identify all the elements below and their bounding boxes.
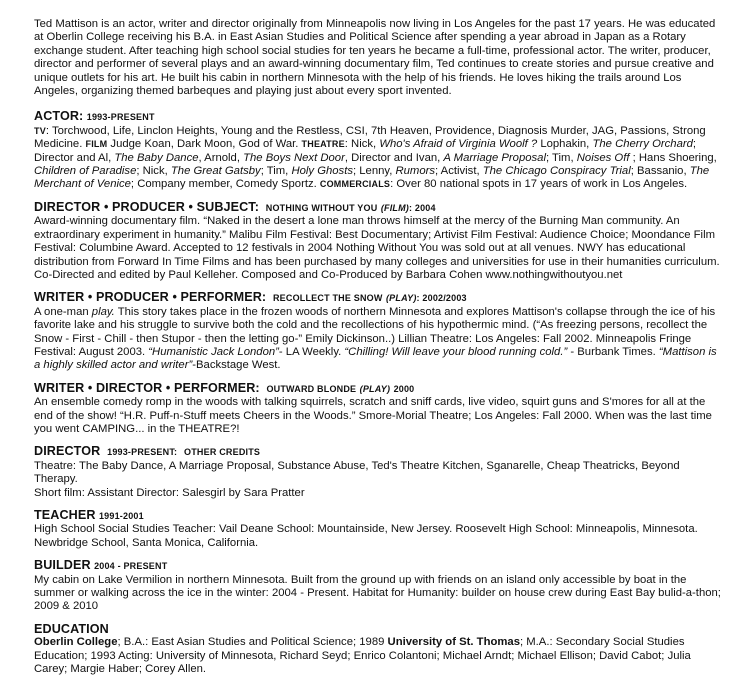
wdp-body: An ensemble comedy romp in the woods with talking squirrels, scratch and sniff cards, live video, squirt guns and S'mores for all at the end of the show! “H.R. Puff-n-Stuff meets Cheers in the Woods.” Smore-Morial Theatre; Los Angeles: Fall 2000. When was the last time you went CAMPING... in the THEATRE?!: [34, 396, 712, 435]
dps-heading: DIRECTOR • PRODUCER • SUBJECT: NOTHING WITHOUT YOU (FILM): 2004: [34, 199, 436, 214]
intro-paragraph: Ted Mattison is an actor, writer and director originally from Minneapolis now living in Los Angeles for the past 17 years. He was educated at Oberlin College receiving his B.A. in East Asian Studies and Political Science after spending a year abroad in Japan as a Rotary exchange student. After teaching high school social studies for ten years he became a full-time, professional actor. The writer, producer, director and performer of several plays and an award-winning documentary film, Ted continues to create stories and pursue creative and unique outlets for his art. He built his cabin in northern Minnesota with the help of his friends. He loves hiking the trails around Los Angeles, organizing themed barbeques and playing just about every sport invented.: [34, 18, 716, 98]
education-section: [34, 623, 722, 677]
dps-body: Award-winning documentary film. “Naked in the desert a lone man throws himself at the mercy of the Burning Man community. An extraordinary experiment in humanity.” Malibu Film Festival: Best Documentary; Artivist Film Festival: Audience Choice; Moondance Film Festival: Columbine Award. Accepted to 12 festivals in 2004 Nothing Without You was sold out at all venues. NWY has educational distribution from Forward In Time Films and has been purchased by many colleges and universities for use in their humanities curriculum. Co-Directed and edited by Paul Kelleher. Composed and Co-Produced by Barbara Cohen www.nothingwithoutyou.net: [34, 215, 720, 281]
director-theatre-line: Theatre: The Baby Dance, A Marriage Proposal, Substance Abuse, Ted's Theatre Kitchen, Sganarelle, Cheap Theatricks, Beyond Therapy.: [34, 459, 680, 486]
teacher-body: High School Social Studies Teacher: Vail Deane School: Mountainside, New Jersey. Roosevelt High School: Minneapolis, Minnesota. Newbridge School, Santa Monica, California.: [34, 523, 698, 549]
teacher-section: [34, 509, 722, 550]
actor-heading: ACTOR: 1993-PRESENT: [34, 109, 155, 124]
wdp-heading: WRITER • DIRECTOR • PERFORMER: OUTWARD BLONDE (PLAY) 2000: [34, 380, 415, 395]
wpp-heading: WRITER • PRODUCER • PERFORMER: RECOLLECT THE SNOW (PLAY): 2002/2003: [34, 290, 467, 305]
director-heading: DIRECTOR 1993-PRESENT: OTHER CREDITS: [34, 444, 261, 459]
director-producer-subject-section: [34, 201, 722, 282]
actor-section: [34, 110, 722, 191]
writer-director-performer-section: [34, 382, 722, 437]
education-heading: EDUCATION: [34, 621, 109, 636]
builder-section: [34, 559, 722, 614]
actor-credits: TV: Torchwood, Life, Linclon Heights, Young and the Restless, CSI, 7th Heaven, Providence, Diagnosis Murder, JAG, Passions, Strong Medicine. FILM Judge Koan, Dark Moon, God of War. THEATRE: Nick, Who's Afraid of Virginia Woolf ? Lophakin, The Cherry Orchard; Director and Al, The Baby Dance, Arnold, The Boys Next Door, Director and Ivan, A Marriage Proposal; Tim, Noises Off ; Hans Shoering, Children of Paradise; Nick, The Great Gatsby; Tim, Holy Ghosts; Lenny, Rumors; Activist, The Chicago Conspiracy Trial; Bassanio, The Merchant of Venice; Company member, Comedy Sportz. COMMERCIALS: Over 80 national spots in 17 years of work in Los Angeles.: [34, 124, 717, 191]
education-body: Oberlin College; B.A.: East Asian Studies and Political Science; 1989 University of St. Thomas; M.A.: Secondary Social Studies Education; 1993 Acting: University of Minnesota, Richard Seyd; Enrico Colantoni; Michael Arndt; Michael Ellison; David Cabot; Julia Carey; Margie Haber; Corey Allen.: [34, 636, 691, 676]
builder-heading: BUILDER 2004 - PRESENT: [34, 558, 168, 573]
wpp-body: A one-man play. This story takes place in the frozen woods of northern Minnesota and explores Mattison's collapse through the ice of his favorite lake and his struggle to survive both the cold and the recollections of his hypothermic mind. (“As freezing persons, recollect the Snow - First - Chill - then Stupor - then the letting go-” Emily Dickinson..) Lillian Theatre: Los Angeles: Fall 2002. Minneapolis Fringe Festival: August 2003. “Humanistic Jack London”- LA Weekly. “Chilling! Will leave your blood running cold.” - Burbank Times. “Mattison is a highly skilled actor and writer”-Backstage West.: [34, 305, 717, 372]
teacher-heading: TEACHER 1991-2001: [34, 508, 144, 522]
director-film-line: Short film: Assistant Director: Salesgirl by Sara Pratter: [34, 486, 305, 499]
director-section: [34, 445, 722, 500]
builder-body: My cabin on Lake Vermilion in northern Minnesota. Built from the ground up with friends on an island only accessible by boat in the summer or walking across the ice in the winter: 2004 - Present. Habitat for Humanity: builder on house crew during East Bay bulid-a-thon; 2009 & 2010: [34, 573, 721, 613]
resume-document: [34, 18, 722, 685]
writer-producer-performer-section: [34, 291, 722, 372]
